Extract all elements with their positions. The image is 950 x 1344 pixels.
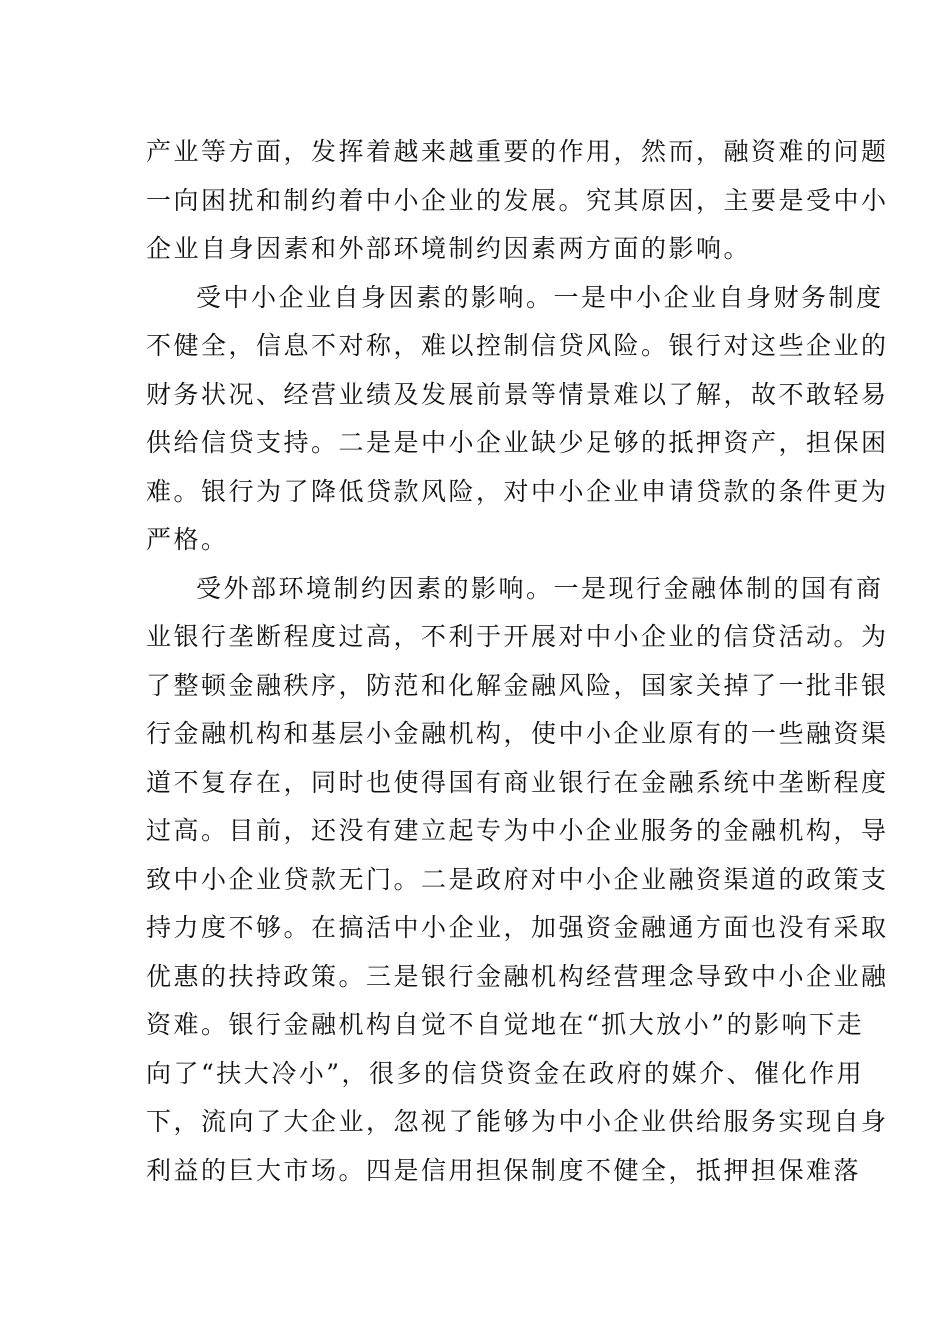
paragraph-2-line-5: 难。银行为了降低贷款风险，对中小企业申请贷款的条件更为 bbox=[146, 476, 889, 506]
paragraph-3-line-8: 持力度不够。在搞活中小企业，加强资金融通方面也没有采取 bbox=[146, 913, 889, 942]
paragraph-1-line-1: 产业等方面，发挥着越来越重要的作用，然而，融资难的问题 bbox=[146, 137, 889, 166]
paragraph-1-line-2: 一向困扰和制约着中小企业的发展。究其原因，主要是受中小 bbox=[146, 185, 889, 215]
paragraph-2-line-4: 供给信贷支持。二是是中小企业缺少足够的抵押资产，担保困 bbox=[146, 428, 889, 457]
paragraph-2-line-6: 严格。 bbox=[146, 525, 229, 554]
paragraph-3-line-1: 受外部环境制约因素的影响。一是现行金融体制的国有商 bbox=[196, 573, 884, 603]
document-body bbox=[146, 128, 889, 1195]
paragraph-2-line-3: 财务状况、经营业绩及发展前景等情景难以了解，故不敢轻易 bbox=[146, 379, 889, 409]
paragraph-2-line-1: 受中小企业自身因素的影响。一是中小企业自身财务制度 bbox=[196, 282, 884, 312]
paragraph-3-line-2: 业银行垄断程度过高，不利于开展对中小企业的信贷活动。为 bbox=[146, 622, 889, 651]
paragraph-3-line-10: 资难。银行金融机构自觉不自觉地在“抓大放小”的影响下走 bbox=[146, 1010, 865, 1039]
paragraph-1-line-3: 企业自身因素和外部环境制约因素两方面的影响。 bbox=[146, 234, 752, 263]
paragraph-3-line-13: 利益的巨大市场。四是信用担保制度不健全，抵押担保难落 bbox=[146, 1155, 862, 1185]
paragraph-3-line-6: 过高。目前，还没有建立起专为中小企业服务的金融机构，导 bbox=[146, 816, 889, 845]
paragraph-3-line-12: 下，流向了大企业，忽视了能够为中小企业供给服务实现自身 bbox=[146, 1107, 889, 1136]
paragraph-3-line-7: 致中小企业贷款无门。二是政府对中小企业融资渠道的政策支 bbox=[146, 864, 889, 894]
paragraph-3-line-5: 道不复存在，同时也使得国有商业银行在金融系统中垄断程度 bbox=[146, 767, 889, 797]
paragraph-3-line-3: 了整顿金融秩序，防范和化解金融风险，国家关掉了一批非银 bbox=[146, 670, 889, 700]
paragraph-3-line-4: 行金融机构和基层小金融机构，使中小企业原有的一些融资渠 bbox=[146, 719, 889, 748]
paragraph-3-line-9: 优惠的扶持政策。三是银行金融机构经营理念导致中小企业融 bbox=[146, 961, 889, 991]
paragraph-3-line-11: 向了“扶大冷小”，很多的信贷资金在政府的媒介、催化作用 bbox=[146, 1058, 865, 1088]
paragraph-2-line-2: 不健全，信息不对称，难以控制信贷风险。银行对这些企业的 bbox=[146, 331, 889, 360]
